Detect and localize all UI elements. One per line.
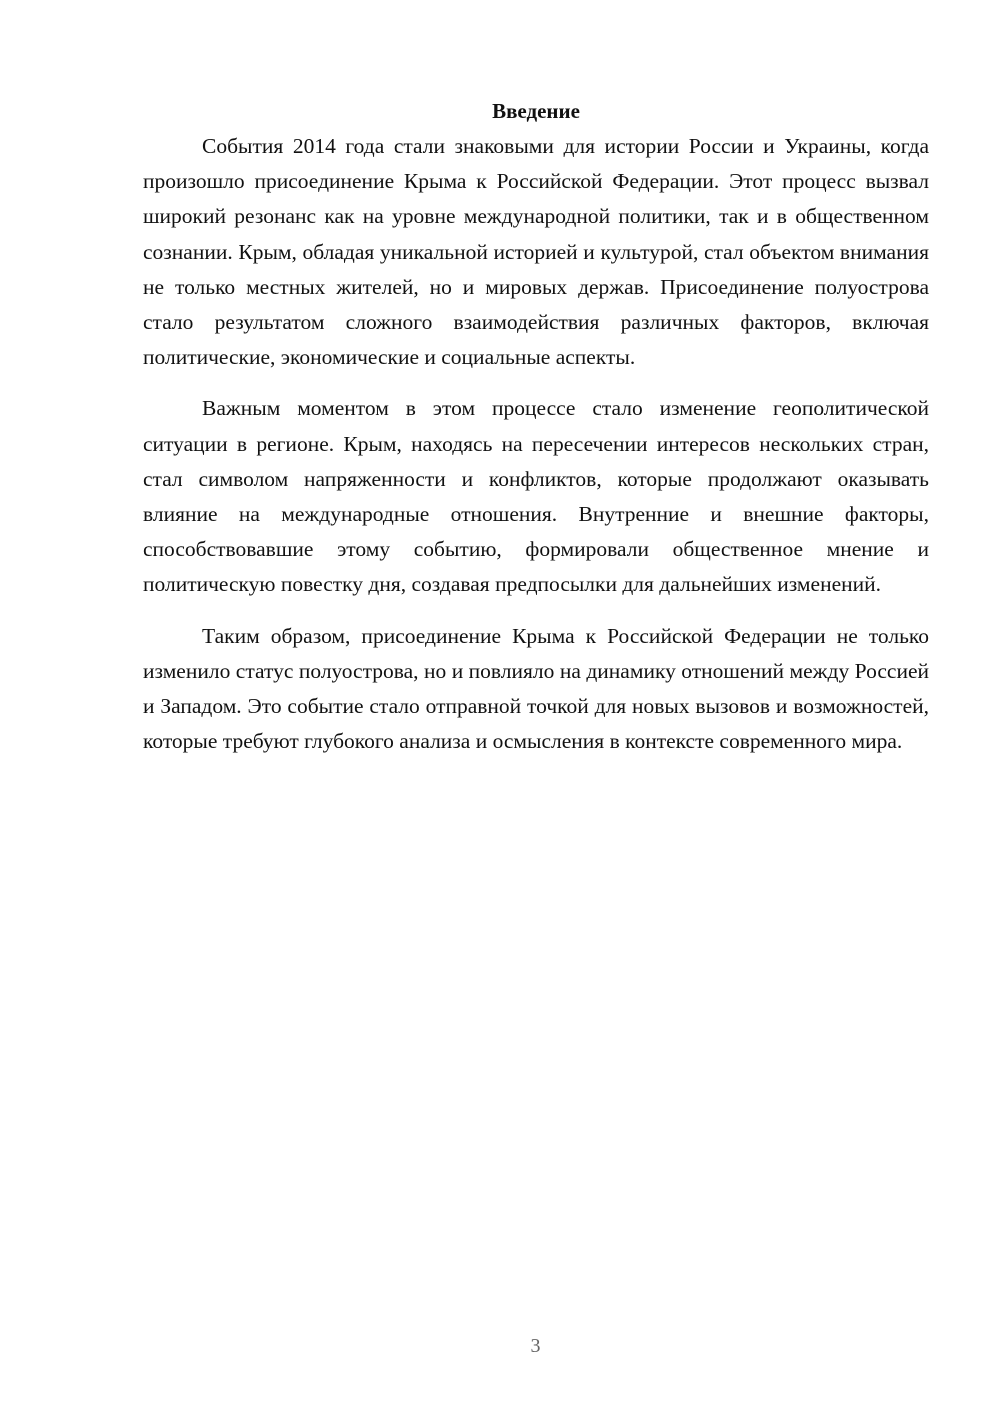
paragraph-2: Важным моментом в этом процессе стало изменение геополитической ситуации в регионе. Крым, находясь на пересечении интересов нескольких стран, стал символом напряженности и конфликтов, которые продолжают оказывать влияние на международные отношения. Внутренние и внешние факторы, способствовавшие этому событию, формировали общественное мнение и политическую повестку дня, создавая предпосылки для дальнейших изменений. [143,396,929,597]
page-content [143,94,929,759]
paragraph-3: Таким образом, присоединение Крыма к Российской Федерации не только изменило статус полуострова, но и повлияло на динамику отношений между Россией и Западом. Это событие стало отправной точкой для новых вызовов и возможностей, которые требуют глубокого анализа и осмысления в контексте современного мира. [143,623,929,754]
section-title: Введение [492,99,580,123]
page-number: 3 [530,1335,541,1357]
paragraph-1: События 2014 года стали знаковыми для истории России и Украины, когда произошло присоединение Крыма к Российской Федерации. Этот процесс вызвал широкий резонанс как на уровне международной политики, так и в общественном сознании. Крым, обладая уникальной историей и культурой, стал объектом внимания не только местных жителей, но и мировых держав. Присоединение полуострова стало результатом сложного взаимодействия различных факторов, включая политические, экономические и социальные аспекты. [143,134,929,370]
